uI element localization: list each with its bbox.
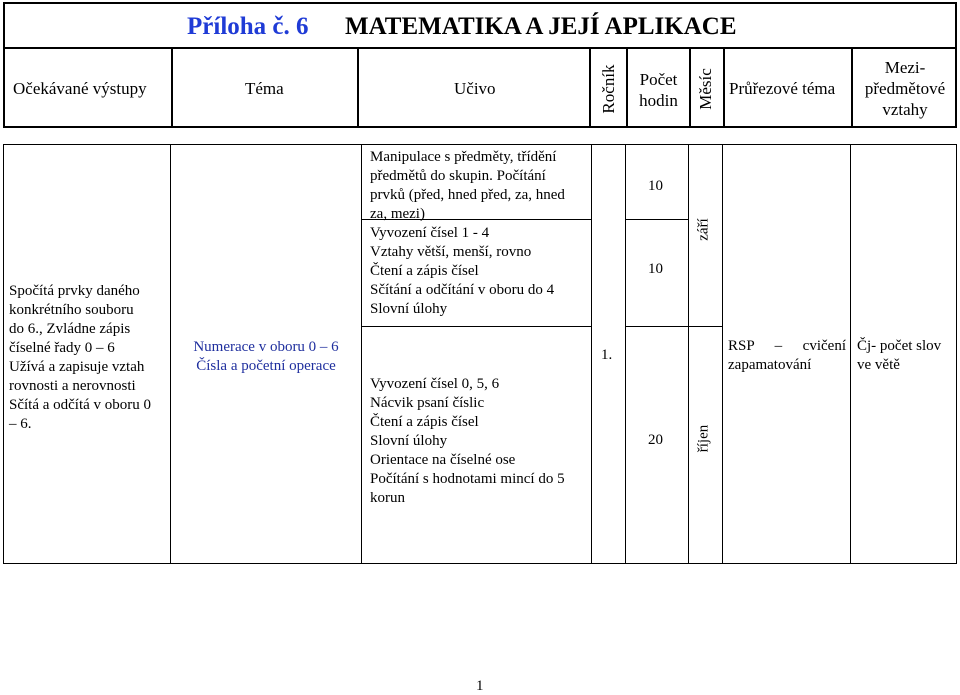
topic-line: Numerace v oboru 0 – 6 xyxy=(193,339,339,355)
content-line: Čtení a zápis čísel xyxy=(370,263,479,279)
grade-value: 1. xyxy=(601,347,613,363)
cross-topic-cell: RSP – cvičení zapamatování xyxy=(728,338,846,373)
col-header-content: Učivo xyxy=(454,79,496,98)
content-block-1 xyxy=(370,148,590,319)
content-line: prvků (před, hned před, za, hned xyxy=(370,187,565,203)
outcome-line: – 6. xyxy=(9,416,32,432)
col-header-hours: Počet hodin xyxy=(639,70,678,110)
col-header-outcomes: Očekávané výstupy xyxy=(13,79,147,98)
content-line: Vztahy větší, menší, rovno xyxy=(370,244,532,260)
content-line: Čtení a zápis čísel xyxy=(370,414,479,430)
content-line: Nácvik psaní číslic xyxy=(370,395,485,411)
hours-value-1: 10 xyxy=(648,178,663,194)
col-header-month: Měsíc xyxy=(696,68,715,110)
content-line: Sčítání a odčítání v oboru do 4 xyxy=(370,282,555,298)
content-line: Vyvození čísel 1 - 4 xyxy=(370,225,490,241)
outcome-line: konkrétního souboru xyxy=(9,302,134,318)
content-line: předmětů do skupin. Počítání xyxy=(370,168,546,184)
content-line: Manipulace s předměty, třídění xyxy=(370,149,557,165)
outcome-line: Sčítá a odčítá v oboru 0 xyxy=(9,397,152,413)
month-value-2: říjen xyxy=(695,424,712,453)
content-line: korun xyxy=(370,490,405,506)
outcome-line: číselné řady 0 – 6 xyxy=(9,340,115,356)
content-line: Vyvození čísel 0, 5, 6 xyxy=(370,376,500,392)
topic-line: Čísla a početní operace xyxy=(196,358,336,374)
content-line: Orientace na číselné ose xyxy=(370,452,516,468)
header-row xyxy=(3,47,957,128)
attachment-label: Příloha č. 6 xyxy=(187,13,309,40)
content-line: za, mezi) xyxy=(370,206,425,222)
subject-title: MATEMATIKA A JEJÍ APLIKACE xyxy=(345,13,737,40)
month-value-1: září xyxy=(695,218,712,241)
outcome-line: rovnosti a nerovnosti xyxy=(9,378,136,394)
content-block-2 xyxy=(370,375,590,508)
content-line: Slovní úlohy xyxy=(370,433,448,449)
col-header-grade: Ročník xyxy=(599,64,618,114)
content-line: Slovní úlohy xyxy=(370,301,448,317)
title-bar xyxy=(3,2,957,49)
inter-subject-cell: Čj- počet slov ve větě xyxy=(857,338,942,373)
col-header-topic: Téma xyxy=(245,79,284,98)
hours-value-3: 20 xyxy=(648,432,663,448)
outcome-line: Spočítá prvky daného xyxy=(9,283,140,299)
hours-value-2: 10 xyxy=(648,261,663,277)
outcome-line: Užívá a zapisuje vztah xyxy=(9,359,145,375)
outcomes-cell xyxy=(9,282,169,434)
content-line: Počítání s hodnotami mincí do 5 xyxy=(370,471,565,487)
curriculum-table xyxy=(3,144,957,564)
topic-cell xyxy=(172,338,360,376)
outcome-line: do 6., Zvládne zápis xyxy=(9,321,131,337)
page-number: 1 xyxy=(476,678,484,694)
col-header-cross: Průřezové téma xyxy=(729,79,836,98)
col-header-inter: Mezi-předmětové vztahy xyxy=(864,58,946,119)
